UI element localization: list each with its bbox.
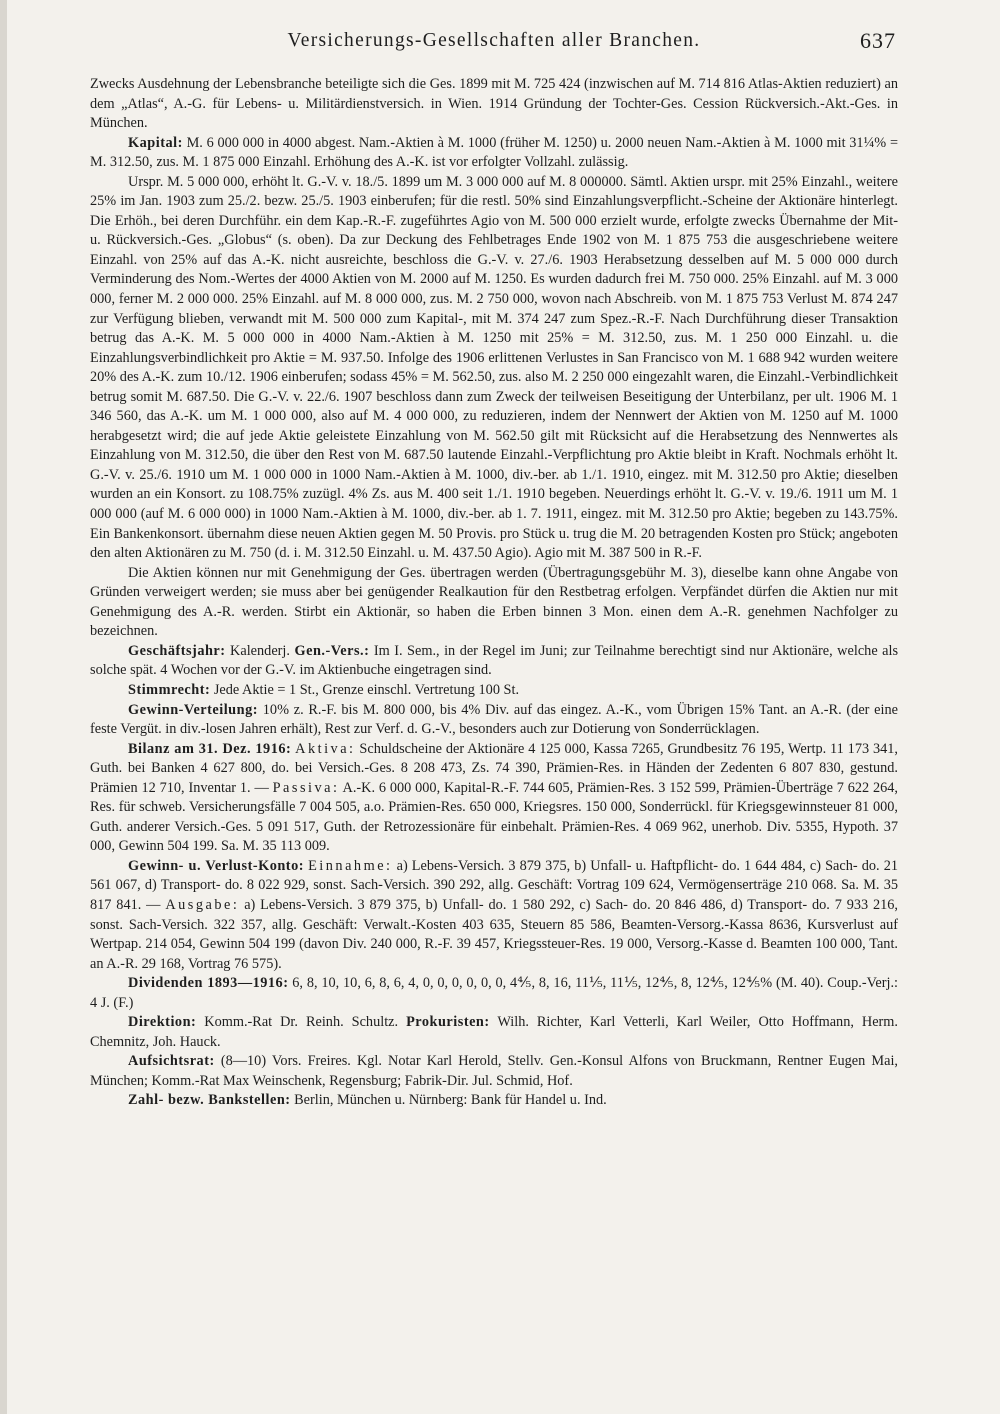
page-edge <box>0 0 7 1414</box>
ausgabe-text: a) Lebens-Versich. 3 879 375, b) Unfall- do. 1 580 292, c) Sach- do. 20 846 486, d) Transport- do. 7 933 216, sonst. Sach-Versich. 322 357, allg. Geschäft: Verwalt.-Kosten 403 635, Steuern 85 586, Beamten-Versorg.-Kassa 8636, Kursverlust auf Wertpap. 214 054, Gewinn 504 199 (davon Div. 240 000, R.-F. 39 457, Kriegssteuer-Res. 19 000, Versorg.-Kasse d. Beamten 100 000, Tant. an A.-R. 29 168, Vortrag 76 575). <box>90 896 899 972</box>
section-label-prokuristen: Prokuristen: <box>406 1014 490 1031</box>
running-head: Versicherungs-Gesellschaften aller Branchen. <box>287 30 701 51</box>
paragraph-aktien-uebertragung <box>90 564 898 642</box>
section-direktion <box>90 1013 898 1052</box>
paragraph-ausdehnung <box>90 75 898 134</box>
section-text: Jede Aktie = 1 St., Grenze einschl. Vertretung 100 St. <box>213 681 520 698</box>
einnahme-text: a) Lebens-Versich. 3 879 375, b) Unfall- u. Haftpflicht- do. 1 644 484, c) Sach- do. 21 561 067, d) Transport- do. 8 022 929, sonst. Sach-Versich. 390 292, allg. Geschäft: Vortrag 109 624, Vermögenserträge 210 068. Sa. M. 35 817 841. — <box>90 857 898 913</box>
aktiva-text: Schuldscheine der Aktionäre 4 125 000, Kassa 7265, Grundbesitz 76 195, Wertp. 11 173 341, Guth. bei Banken 4 627 800, do. bei Versich.-Ges. 8 208 473, Zs. 74 390, Prämien-Res. in Händen der Zedenten 6 807 830, gestund. Prämien 12 710, Inventar 1. — <box>90 740 898 796</box>
section-label: Stimmrecht: <box>128 681 211 698</box>
section-text: 6, 8, 10, 10, 6, 8, 6, 4, 0, 0, 0, 0, 0, 0, 4⅘, 8, 16, 11⅕, 11⅕, 12⅘, 8, 12⅘, 12⅘% (M. 40). Coup.-Verj.: 4 J. (F.) <box>90 975 898 1011</box>
section-label: Gewinn-Verteilung: <box>128 701 258 718</box>
section-label: Dividenden 1893—1916: <box>128 975 289 992</box>
section-label: Aufsichtsrat: <box>128 1053 215 1070</box>
section-text: M. 6 000 000 in 4000 abgest. Nam.-Aktien à M. 1000 (früher M. 1250) u. 2000 neuen Nam.-Aktien à M. 1000 mit 31¼% = M. 312.50, zus. M. 1 875 000 Einzahl. Erhöhung des A.-K. ist vor erfolgter Vollzahl. zulässig. <box>90 134 899 171</box>
section-label: Zahl- bezw. Bankstellen: <box>128 1092 291 1109</box>
section-label: Gewinn- u. Verlust-Konto: <box>128 857 304 874</box>
paragraph-urspr <box>90 173 898 564</box>
passiva-text: A.-K. 6 000 000, Kapital-R.-F. 744 605, Prämien-Res. 3 152 599, Prämien-Überträge 7 622 264, Res. für schweb. Versicherungsfälle 7 004 505, a.o. Prämien-Res. 650 000, Kriegsres. 150 000, Sonderrückl. für Kriegsgewinnsteuer 81 000, Guth. anderer Versich.-Ges. 5 091 517, Guth. der Retrozessionäre für einbehalt. Prämien-Res. 4 069 962, unerhob. Div. 5355, Hypoth. 37 000, Gewinn 504 199. Sa. M. 35 113 009. <box>90 779 899 855</box>
section-text-prokuristen: Wilh. Richter, Karl Vetterli, Karl Weiler, Otto Hoffmann, Herm. Chemnitz, Joh. Hauck. <box>90 1014 898 1050</box>
paragraph-text: Zwecks Ausdehnung der Lebensbranche beteiligte sich die Ges. 1899 mit M. 725 424 (inzwischen auf M. 714 816 Atlas-Aktien reduziert) an dem „Atlas“, A.-G. für Lebens- u. Militärdienstversich. in Wien. 1914 Gründung der Tochter-Ges. Cession Rückversich.-Akt.-Ges. in München. <box>90 76 898 132</box>
section-aufsichtsrat <box>90 1052 898 1091</box>
section-text: (8—10) Vors. Freires. Kgl. Notar Karl Herold, Stellv. Gen.-Konsul Alfons von Bruckmann, Rentner Eugen Mai, München; Komm.-Rat Max Weinschenk, Regensburg; Fabrik-Dir. Jul. Schmid, Hof. <box>90 1053 898 1089</box>
passiva-label: Passiva: <box>272 779 340 796</box>
section-bilanz <box>90 740 898 857</box>
section-label: Kapital: <box>128 134 183 151</box>
section-zahlstellen <box>90 1091 898 1111</box>
section-text: 10% z. R.-F. bis M. 800 000, bis 4% Div. auf das eingez. A.-K., vom Übrigen 15% Tant. an A.-R. (der eine feste Vergüt. in div.-losen Jahren erhält), Rest zur Verf. d. G.-V., besonders auch zur Dotierung von Sonderrücklagen. <box>90 701 898 738</box>
section-text-gen-vers: Im I. Sem., in der Regel im Juni; zur Teilnahme berechtigt sind nur Aktionäre, welche als solche spät. 4 Wochen vor der G.-V. im Aktienbuche eingetragen sind. <box>90 642 899 679</box>
section-gewinn-verlust-konto <box>90 857 898 974</box>
section-geschaeftsjahr <box>90 642 898 681</box>
section-label: Bilanz am 31. Dez. 1916: <box>128 740 292 757</box>
paragraph-text: Die Aktien können nur mit Genehmigung der Ges. übertragen werden (Übertragungsgebühr M. 3), dieselbe kann ohne Angabe von Gründen verweigert werden; sie muss aber bei genügender Realkaution für den Restbetrag erfolgen. Verpfändet dürfen die Aktien nur mit Genehmigung des A.-R. werden. Stirbt ein Aktionär, so haben die Erben binnen 3 Mon. einen dem A.-R. genehmen Nachfolger zu bezeichnen. <box>90 564 898 640</box>
ausgabe-label: Ausgabe: <box>165 896 240 913</box>
section-text: Komm.-Rat Dr. Reinh. Schultz. <box>204 1014 399 1031</box>
section-dividenden <box>90 974 898 1013</box>
aktiva-label: Aktiva: <box>295 740 356 757</box>
page-header <box>90 24 898 64</box>
section-stimmrecht <box>90 681 898 701</box>
section-text: Berlin, München u. Nürnberg: Bank für Handel u. Ind. <box>294 1092 607 1109</box>
body-text <box>90 75 898 1111</box>
section-text: Kalenderj. <box>230 642 290 659</box>
section-kapital <box>90 134 898 173</box>
section-label: Direktion: <box>128 1014 197 1031</box>
paragraph-text: Urspr. M. 5 000 000, erhöht lt. G.-V. v. 18./5. 1899 um M. 3 000 000 auf M. 8 000000. Sämtl. Aktien urspr. mit 25% Einzahl., weitere 25% im Jan. 1903 zum 25./2. bezw. 25./5. 1903 einberufen; für die restl. 50% sind Einzahlungsverpflicht.-Scheine der Aktionäre hinterlegt. Die Erhöh., bei deren Durchführ. ein dem Kap.-R.-F. zugeführtes Agio von M. 500 000 erzielt wurde, erfolgte zwecks Übernahme der Mit- u. Rückversich.-Ges. „Globus“ (s. oben). Da zur Deckung des Fehlbetrages Ende 1902 von M. 1 875 753 die ausgeschriebene weitere Einzahl. von 25% auf das A.-K. nicht ausreichte, beschloss die G.-V. v. 27./6. 1903 Herabsetzung desselben auf M. 5 000 000 durch Verminderung des Nom.-Wertes der 4000 Aktien von M. 2000 auf M. 1250. Es wurden dadurch frei M. 750 000. 25% Einzahl. auf M. 3 000 000, ferner M. 2 000 000. 25% Einzahl. auf M. 8 000 000, zus. M. 2 750 000, wovon nach Abschreib. von M. 1 875 753 Verlust M. 874 247 zur Verfügung blieben, verwandt mit M. 500 000 zum Kapital-, mit M. 374 247 zum Spez.-R.-F. Nach Durchführung dieser Transaktion betrug das A.-K. M. 5 000 000 in 4000 Nam.-Aktien à M. 1250 mit 25% = M. 312.50, zus. M. 1 250 000 Einzahl. u. die Einzahlungsverbindlichkeit pro Aktie = M. 937.50. Infolge des 1906 erlittenen Verlustes in San Francisco von M. 1 688 942 wurden weitere 20% des A.-K. zum 10./12. 1906 einberufen; sodass 45% = M. 562.50, zus. also M. 2 250 000 eingezahlt waren, die Einzahl.-Verbindlichkeit betrug somit M. 687.50. Die G.-V. v. 22./6. 1907 beschloss dann zum Zweck der teilweisen Beseitigung der Unterbilanz, per ult. 1906 M. 1 346 560, das A.-K. um M. 1 000 000, also auf M. 4 000 000, zu reduzieren, indem der Nennwert der Aktien von M. 1250 auf M. 1000 herabgesetzt wird; die auf jede Aktie geleistete Einzahlung von M. 562.50 gilt mit Rücksicht auf die Herabsetzung des Nennwertes als Einzahlung von M. 312.50, die über den Rest von M. 687.50 lautende Einzahl.-Verpflichtung pro Aktie bleibt in Kraft. Nochmals erhöht lt. G.-V. v. 25./6. 1910 um M. 1 000 000 in 1000 Nam.-Aktien à M. 1000, div.-ber. ab 1./1. 1910, eingez. mit M. 312.50 pro Aktie; dieselben wurden an ein Konsort. zu 108.75% zuzügl. 4% Zs. aus M. 400 seit 1./1. 1910 begeben. Neuerdings erhöht lt. G.-V. v. 19./6. 1911 um M. 1 000 000 (auf M. 6 000 000) in 1000 Nam.-Aktien à M. 1000, div.-ber. ab 1. 7. 1911, eingez. mit M. 312.50 pro Aktie; begeben zu 143.75%. Ein Bankenkonsort. übernahm diese neuen Aktien gegen M. 50 Provis. pro Stück u. trug die M. 20 betragenden Kosten pro Stück; angeboten den alten Aktionären zu M. 750 (d. i. M. 312.50 Einzahl. u. M. 437.50 Agio). Agio mit M. 387 500 in R.-F. <box>90 173 898 562</box>
section-label: Geschäftsjahr: <box>128 642 226 659</box>
section-label-gen-vers: Gen.-Vers.: <box>294 642 370 659</box>
page-number: 637 <box>860 28 896 53</box>
section-gewinn-verteilung <box>90 701 898 740</box>
einnahme-label: Einnahme: <box>308 857 393 874</box>
